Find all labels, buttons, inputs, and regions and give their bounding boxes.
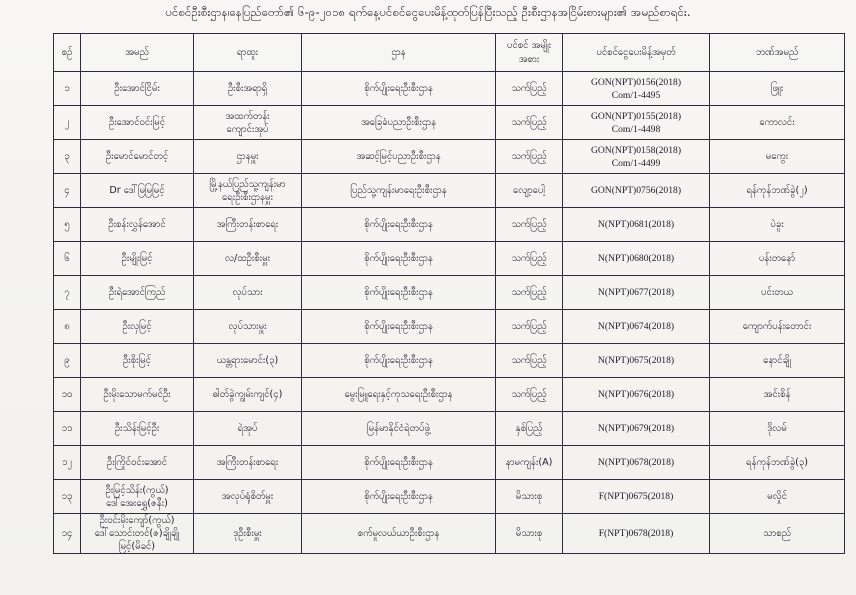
header-township: ဘဏ်အမည် — [710, 34, 845, 72]
cell-order-no-text: N(NPT)0679(2018) — [597, 423, 675, 434]
cell-township-text: အင်းစိန် — [763, 389, 791, 400]
cell-name — [81, 412, 194, 446]
cell-pension-type — [496, 344, 563, 378]
cell-order-no — [563, 378, 710, 412]
cell-pension-type-text: မိသားစု — [515, 491, 543, 502]
cell-no-text: ၇ — [64, 287, 70, 298]
cell-name — [81, 242, 194, 276]
cell-department-text: စိုက်ပျိုးရေးဦးစီးဌာန — [364, 219, 433, 230]
cell-name — [81, 208, 194, 242]
cell-no — [54, 310, 81, 344]
cell-rank — [194, 378, 302, 412]
table-row — [54, 446, 845, 480]
cell-department — [302, 446, 496, 480]
cell-order-no — [563, 446, 710, 480]
table-row — [54, 344, 845, 378]
cell-pension-type — [496, 514, 563, 554]
cell-department-text: စိုက်ပျိုးရေးဦးစီးဌာန — [364, 457, 433, 468]
cell-township-text: မကွေး — [765, 151, 789, 162]
cell-department — [302, 378, 496, 412]
cell-no — [54, 378, 81, 412]
cell-order-no-text: N(NPT)0681(2018) — [597, 219, 675, 230]
cell-name-text: ဦးမျိုးမြင့် — [121, 253, 153, 264]
cell-pension-type-text: သက်ပြည့် — [511, 83, 547, 94]
cell-order-no-text: N(NPT)0675(2018) — [597, 355, 675, 366]
cell-no-text: ၁၄ — [61, 528, 73, 539]
cell-pension-type-text: သက်ပြည့် — [511, 117, 547, 128]
cell-rank-text: ဌာနမှူး — [236, 151, 259, 162]
cell-name-text: ဦးဝင်းမိုးကျော်(ကွယ်) — [99, 515, 175, 526]
cell-name — [81, 378, 194, 412]
cell-township — [710, 276, 845, 310]
cell-name-text: ဦးအောင်ငြိမ်း — [114, 83, 160, 94]
cell-rank-text: ဒုဦးစီးမှူး — [233, 528, 262, 539]
cell-rank-text: လုပ်သားမှူး — [228, 321, 267, 332]
cell-rank — [194, 174, 302, 208]
cell-no-text: ၁၁ — [61, 423, 73, 434]
cell-rank-text-2: ကျောင်းအုပ် — [226, 123, 269, 135]
cell-pension-type-text: နာမကျန်း(A) — [505, 457, 553, 468]
cell-name-text: ဦးကြိုင်ဝင်းအောင် — [106, 457, 168, 468]
cell-name-text: ဦးသိန်းမြင့်ဦး — [114, 423, 160, 434]
cell-no-text: ၈ — [64, 321, 70, 332]
cell-pension-type — [496, 208, 563, 242]
cell-township — [710, 412, 845, 446]
cell-township-text: ပန်းတနော် — [758, 253, 796, 264]
cell-name-text: ဦးအောင်ဝင်းမြင့် — [108, 117, 166, 128]
cell-department — [302, 140, 496, 174]
cell-township-text: မလှိုင် — [767, 491, 787, 502]
cell-rank-text: မြို့နယ်ပြည်သူ့ကျန်းမာ — [209, 178, 286, 190]
cell-order-no-text: F(NPT)0675(2018) — [598, 491, 674, 502]
cell-order-no-text: N(NPT)0680(2018) — [597, 253, 675, 264]
cell-department — [302, 106, 496, 140]
cell-name — [81, 276, 194, 310]
cell-no-text: ၁ — [64, 83, 70, 94]
cell-no — [54, 344, 81, 378]
cell-name-text: Dr ဒေါ်မြမြမြင့် — [109, 185, 165, 196]
table-row — [54, 208, 845, 242]
cell-no — [54, 480, 81, 514]
cell-no — [54, 446, 81, 480]
cell-rank — [194, 344, 302, 378]
table-row — [54, 106, 845, 140]
cell-order-no-text: GON(NPT)0158(2018) — [590, 144, 682, 156]
cell-order-no — [563, 174, 710, 208]
cell-rank — [194, 480, 302, 514]
header-no: စဉ် — [54, 34, 81, 72]
cell-township — [710, 242, 845, 276]
cell-department — [302, 174, 496, 208]
cell-no — [54, 140, 81, 174]
cell-no — [54, 514, 81, 554]
cell-name-text-2: ဒေါ်သောင်းတင်(ဇ)ချိုချိုမြင့်(မိခင်) — [94, 528, 180, 552]
cell-name-text: ဦးစိုးမြင့် — [122, 355, 151, 366]
cell-township-text: ပဲခူး — [770, 219, 784, 230]
cell-pension-type — [496, 72, 563, 106]
cell-name — [81, 514, 194, 554]
cell-order-no-text: N(NPT)0677(2018) — [597, 287, 675, 298]
cell-township-text: ကောလင်း — [759, 117, 795, 128]
cell-rank-text: ဓါတ်ခွဲကျွမ်းကျင်(၄) — [212, 389, 283, 400]
cell-rank-text: ဦးစီးအရာရှိ — [227, 83, 268, 94]
cell-department-text: စိုက်ပျိုးရေးဦးစီးဌာန — [364, 253, 433, 264]
cell-township — [710, 310, 845, 344]
cell-rank-text: အထက်တန်း — [225, 110, 270, 122]
cell-name-text: ဦးလှမြင့် — [122, 321, 152, 332]
cell-department-text: မြန်မာနိုင်ငံရဲတပ်ဖွဲ့ — [367, 423, 430, 434]
cell-rank — [194, 514, 302, 554]
cell-rank-text-2: ရေးဦးစီးဌာနမှူး — [222, 191, 273, 203]
cell-no — [54, 72, 81, 106]
cell-name-text: ဦးရဲအောင်ကြည် — [108, 287, 166, 298]
cell-township-text: ကျောက်ပန်းတောင်း — [742, 321, 812, 332]
cell-order-no — [563, 72, 710, 106]
cell-name — [81, 344, 194, 378]
cell-pension-type-text: နှစ်ပြည့် — [515, 423, 543, 434]
cell-township — [710, 480, 845, 514]
cell-name — [81, 174, 194, 208]
header-order-no: ပင်စင်ငွေပေးမိန့်အမှတ် — [563, 34, 710, 72]
cell-order-no-text: N(NPT)0678(2018) — [597, 457, 675, 468]
cell-order-no-text-2: Com/1-4499 — [611, 157, 661, 169]
cell-department — [302, 208, 496, 242]
cell-pension-type — [496, 378, 563, 412]
cell-no — [54, 106, 81, 140]
cell-order-no-text-2: Com/1-4498 — [611, 123, 661, 135]
cell-department-text: အခြေခံပညာဦးစီးဌာန — [360, 117, 437, 128]
cell-township — [710, 208, 845, 242]
cell-name-text: ဦးမြင့်သိန်း(ကွယ်) — [105, 484, 169, 496]
cell-order-no-text: GON(NPT)0756(2018) — [590, 185, 682, 196]
cell-pension-type-text: သက်ပြည့် — [511, 287, 547, 298]
cell-department — [302, 242, 496, 276]
cell-department — [302, 72, 496, 106]
cell-name — [81, 140, 194, 174]
pensioner-table — [53, 33, 845, 554]
cell-township-text: နောင်ချို — [763, 355, 791, 366]
cell-pension-type — [496, 174, 563, 208]
cell-name — [81, 446, 194, 480]
cell-name — [81, 310, 194, 344]
cell-township — [710, 140, 845, 174]
cell-order-no — [563, 242, 710, 276]
cell-order-no — [563, 310, 710, 344]
cell-rank — [194, 412, 302, 446]
cell-pension-type-text: သက်ပြည့် — [511, 355, 547, 366]
cell-rank-text: အကြီးတန်းစာရေး — [216, 457, 279, 468]
cell-rank-text: အကြီးတန်းစာရေး — [216, 219, 279, 230]
cell-department-text: စိုက်ပျိုးရေးဦးစီးဌာန — [364, 321, 433, 332]
cell-department — [302, 310, 496, 344]
cell-pension-type — [496, 446, 563, 480]
cell-no — [54, 174, 81, 208]
table-row — [54, 242, 845, 276]
cell-department-text: စိုက်ပျိုးရေးဦးစီးဌာန — [364, 355, 433, 366]
cell-rank — [194, 106, 302, 140]
cell-township — [710, 344, 845, 378]
cell-township-text: ရန်ကုန်ဘဏ်ခွဲ(၂) — [746, 185, 808, 196]
cell-no-text: ၁၃ — [61, 491, 73, 502]
cell-township-text: ရန်ကုန်ဘဏ်ခွဲ(၃) — [745, 457, 808, 468]
cell-rank — [194, 242, 302, 276]
cell-order-no — [563, 412, 710, 446]
cell-pension-type — [496, 242, 563, 276]
cell-township — [710, 72, 845, 106]
cell-department-text: အဆင့်မြင့်ပညာဦးစီးဌာန — [356, 151, 441, 162]
cell-no-text: ၂ — [64, 117, 70, 128]
cell-pension-type — [496, 276, 563, 310]
table-row — [54, 378, 845, 412]
header-name: အမည် — [81, 34, 194, 72]
cell-name — [81, 72, 194, 106]
cell-name-text-2: ဒေါ်အေးရွှေ(ဇနီး) — [106, 497, 168, 509]
table-row — [54, 276, 845, 310]
cell-name-text: ဦးမောင်မောင်တင့် — [105, 151, 169, 162]
table-row — [54, 140, 845, 174]
table-row — [54, 174, 845, 208]
cell-rank — [194, 446, 302, 480]
document-title: ပင်စင်ဦးစီးဌာန၊နေပြည်တော်၏ ၆-၉-၂၀၁၈ ရက်နေ့ပင်စင်ငွေပေးမိန့်ထုတ်ပြန်ပြီးသည့် ဦးစီးဌာနအငြိမ်းစားများ၏ အမည်စာရင်း. — [165, 5, 691, 19]
cell-rank — [194, 140, 302, 174]
cell-no-text: ၅ — [64, 219, 70, 230]
cell-no-text: ၆ — [64, 253, 70, 264]
cell-department — [302, 344, 496, 378]
cell-no-text: ၁၂ — [61, 457, 73, 468]
cell-order-no — [563, 344, 710, 378]
cell-pension-type-text: သက်ပြည့် — [511, 219, 547, 230]
cell-rank-text: ယန္တရားမောင်း(၃) — [216, 355, 279, 366]
table-header-row — [54, 34, 845, 72]
cell-no-text: ၉ — [64, 355, 70, 366]
table-row — [54, 514, 845, 554]
cell-order-no — [563, 106, 710, 140]
cell-pension-type — [496, 310, 563, 344]
cell-order-no-text: N(NPT)0676(2018) — [597, 389, 675, 400]
cell-no — [54, 242, 81, 276]
table-row — [54, 310, 845, 344]
cell-pension-type — [496, 412, 563, 446]
cell-township-text: ဒိုလမ် — [767, 423, 787, 434]
cell-order-no-text: N(NPT)0674(2018) — [597, 321, 675, 332]
cell-order-no — [563, 276, 710, 310]
cell-name — [81, 106, 194, 140]
cell-township-text: သာစည် — [763, 528, 791, 539]
cell-no — [54, 276, 81, 310]
cell-no-text: ၁၀ — [61, 389, 73, 400]
cell-name-text: ဦးမိုးသောမက်မင်ဦး — [103, 389, 171, 400]
cell-department-text: စိုက်ပျိုးရေးဦးစီးဌာန — [364, 83, 433, 94]
cell-department-text: စိုက်ပျိုးရေးဦးစီးဌာန — [364, 491, 433, 502]
cell-department-text: မွေးမြူရေးနှင့်ကုသရေးဦးစီးဌာန — [344, 389, 453, 400]
cell-pension-type-text: လျော့ပေါ့ — [512, 185, 545, 196]
cell-rank — [194, 208, 302, 242]
cell-no-text: ၃ — [64, 151, 70, 162]
table-row — [54, 412, 845, 446]
cell-pension-type — [496, 140, 563, 174]
cell-order-no-text: GON(NPT)0156(2018) — [590, 76, 682, 88]
cell-township — [710, 174, 845, 208]
table-row — [54, 72, 845, 106]
cell-pension-type-text: သက်ပြည့် — [511, 321, 547, 332]
cell-rank — [194, 72, 302, 106]
cell-order-no — [563, 208, 710, 242]
cell-department — [302, 276, 496, 310]
cell-rank-text: လ/ထဦးစီးမှူး — [224, 253, 270, 264]
cell-township — [710, 514, 845, 554]
cell-department-text: စိုက်ပျိုးရေးဦးစီးဌာန — [364, 287, 433, 298]
cell-department-text: စက်မှုလယ်ယာဦးစီးဌာန — [357, 528, 440, 539]
cell-township-text: ဖြူး — [770, 83, 784, 94]
cell-department — [302, 480, 496, 514]
cell-pension-type — [496, 106, 563, 140]
cell-order-no-text-2: Com/1-4495 — [611, 89, 661, 101]
cell-pension-type-text: သက်ပြည့် — [511, 389, 547, 400]
cell-rank-text: လုပ်သား — [232, 287, 263, 298]
cell-order-no-text: GON(NPT)0155(2018) — [590, 110, 682, 122]
cell-pension-type-text: သက်ပြည့် — [511, 151, 547, 162]
cell-township-text: ပင်းတယ — [761, 287, 793, 298]
cell-name — [81, 480, 194, 514]
cell-pension-type — [496, 480, 563, 514]
cell-township — [710, 378, 845, 412]
cell-department-text: ပြည်သူ့ကျန်းမာရေးဦးစီးဌာန — [350, 185, 447, 196]
cell-no-text: ၄ — [64, 185, 70, 196]
cell-rank-text: ရဲအုပ် — [237, 423, 258, 434]
header-department: ဌာန — [302, 34, 496, 72]
header-rank: ရာထူး — [194, 34, 302, 72]
cell-no — [54, 208, 81, 242]
cell-order-no — [563, 514, 710, 554]
header-pension-type: ပင်စင် အမျိုးအစား — [496, 34, 563, 72]
cell-rank — [194, 276, 302, 310]
cell-township — [710, 106, 845, 140]
cell-order-no — [563, 140, 710, 174]
table-row — [54, 480, 845, 514]
cell-name-text: ဦးစန်းလွှန်အောင် — [108, 219, 166, 230]
cell-pension-type-text: သက်ပြည့် — [511, 253, 547, 264]
cell-pension-type-text: မိသားစု — [515, 528, 543, 539]
cell-order-no-text: F(NPT)0678(2018) — [598, 528, 674, 539]
cell-order-no — [563, 480, 710, 514]
cell-township — [710, 446, 845, 480]
cell-department — [302, 412, 496, 446]
cell-no — [54, 412, 81, 446]
cell-department — [302, 514, 496, 554]
cell-rank-text: အလုပ်ရုံစိတ်မှူး — [221, 491, 274, 502]
cell-rank — [194, 310, 302, 344]
